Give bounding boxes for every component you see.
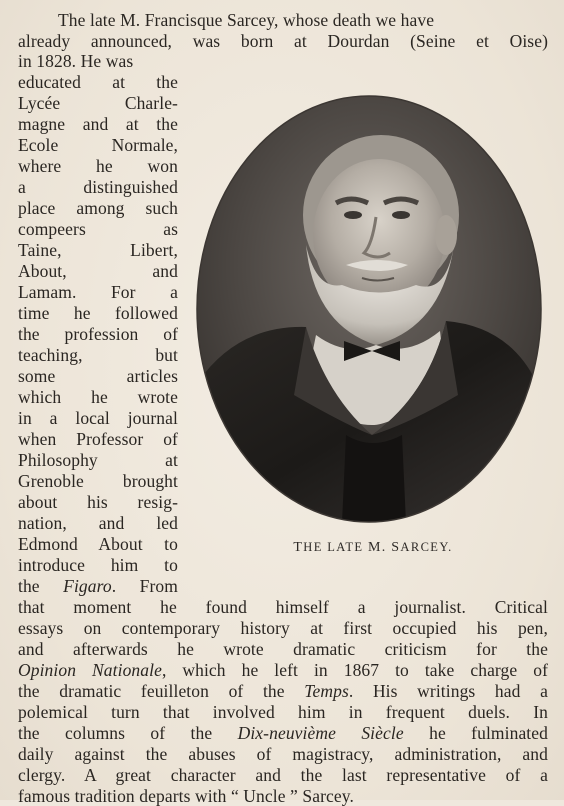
text-line-33 (18, 681, 548, 701)
text-line-25: nation, and led (18, 513, 178, 533)
text-line-3: in 1828. He was (18, 51, 134, 71)
text-line-18: some articles (18, 366, 178, 386)
text-line-14: Lamam. For a (18, 282, 178, 302)
italic-title-dix: Dix-neuvième Siècle (237, 723, 404, 743)
text-line-32 (18, 660, 548, 680)
text-line-17: teaching, but (18, 345, 178, 365)
text-line-4: educated at the (18, 72, 178, 92)
text-line-13: About, and (18, 261, 178, 281)
text-line-28 (18, 576, 178, 596)
portrait-image (196, 95, 542, 523)
caption-initial: T (293, 540, 304, 555)
text-line-37: clergy. A great character and the last representative of a (18, 765, 548, 785)
caption-part: ARCEY. (400, 540, 453, 554)
text-line-1: The late M. Francisque Sarcey, whose death we have (58, 10, 435, 30)
text-line-9: a distinguished (18, 177, 178, 197)
text-line-10: place among such (18, 198, 178, 218)
text-fragment: he fulminated (429, 723, 548, 743)
text-line-20: in a local journal (18, 408, 178, 428)
caption-part: HE LATE (303, 540, 364, 554)
text-line-8: where he won (18, 156, 178, 176)
text-line-27: introduce him to (18, 555, 178, 575)
caption-part: M. (367, 540, 387, 555)
text-fragment: the dramatic feuilleton of the (18, 681, 285, 701)
text-line-29: that moment he found himself a journalist. Critical (18, 597, 548, 617)
italic-title-figaro: Figaro (63, 576, 112, 596)
text-line-21: when Professor of (18, 429, 178, 449)
text-fragment: . From (111, 576, 178, 596)
text-line-5: Lycée Charle- (18, 93, 178, 113)
text-fragment: , which he left in 1867 to take charge of (161, 660, 548, 680)
text-line-19: which he wrote (18, 387, 178, 407)
text-line-6: magne and at the (18, 114, 178, 134)
portrait-caption (268, 540, 478, 556)
text-fragment: the (18, 576, 40, 596)
text-line-16: the profession of (18, 324, 178, 344)
text-line-22: Philosophy at (18, 450, 178, 470)
caption-initial: S (391, 540, 401, 555)
text-line-11: compeers as (18, 219, 178, 239)
text-fragment: . His writings had a (348, 681, 548, 701)
text-line-35 (18, 723, 548, 743)
text-fragment: the columns of the (18, 723, 213, 743)
text-line-2: already announced, was born at Dourdan (Seine et Oise) (18, 31, 548, 51)
text-line-36: daily against the abuses of magistracy, administration, and (18, 744, 548, 764)
text-line-34: polemical turn that involved him in frequent duels. In (18, 702, 548, 722)
text-line-30: essays on contemporary history at first occupied his pen, (18, 618, 548, 638)
text-line-12: Taine, Libert, (18, 240, 178, 260)
text-line-24: about his resig- (18, 492, 178, 512)
italic-title-temps: Temps (304, 681, 349, 701)
text-line-26: Edmond About to (18, 534, 178, 554)
italic-title-opinion: Opinion Nationale (18, 660, 162, 680)
text-line-23: Grenoble brought (18, 471, 178, 491)
text-line-15: time he followed (18, 303, 178, 323)
text-line-7: Ecole Normale, (18, 135, 178, 155)
text-line-38: famous tradition departs with “ Uncle ” Sarcey. (18, 786, 354, 806)
text-line-31: and afterwards he wrote dramatic criticism for the (18, 639, 548, 659)
portrait-svg (196, 95, 542, 523)
